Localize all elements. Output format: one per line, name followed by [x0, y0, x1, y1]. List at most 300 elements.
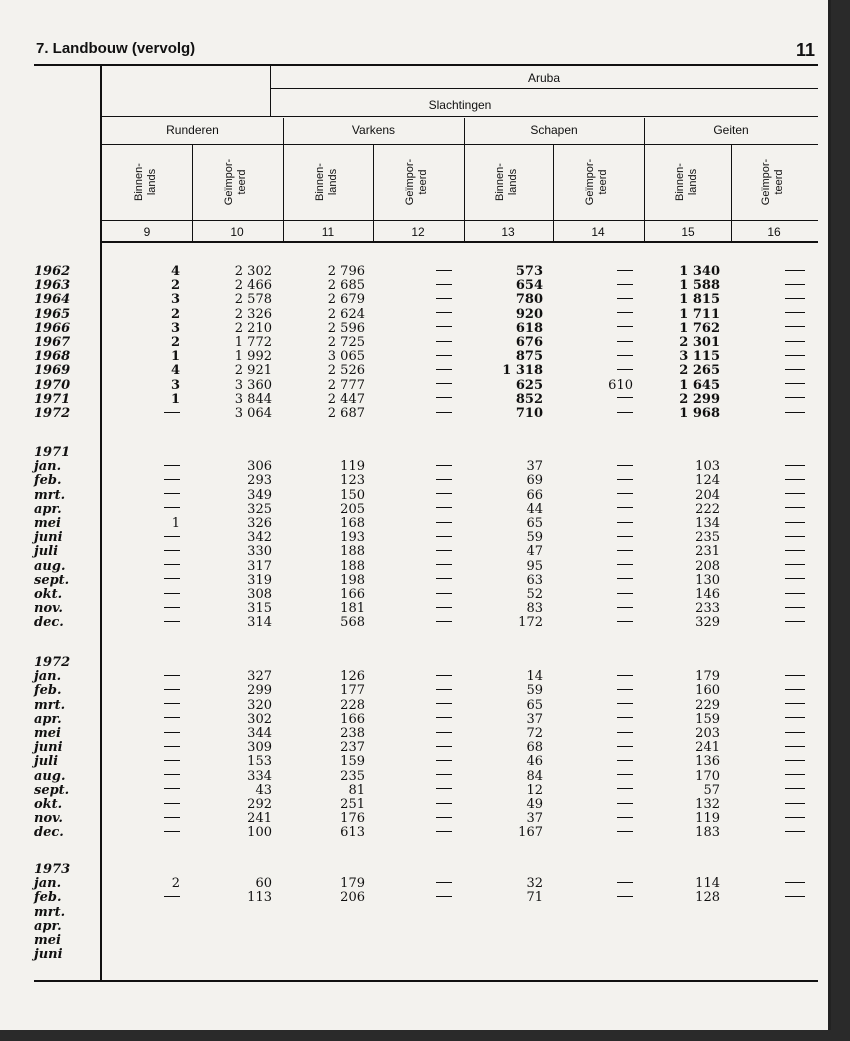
- subheader-col-15: Binnen- lands: [674, 163, 699, 201]
- table-cell: [617, 713, 633, 727]
- dash-mark: [617, 621, 633, 622]
- column-number: 9: [143, 225, 151, 239]
- dash-mark: [785, 607, 805, 608]
- table-cell: 37: [526, 711, 543, 727]
- table-cell: 66: [526, 487, 543, 503]
- region-underline: [270, 88, 818, 89]
- dash-mark: [617, 507, 633, 508]
- table-cell: 325: [247, 501, 272, 517]
- table-cell: 43: [255, 782, 272, 798]
- dash-mark: [164, 689, 180, 690]
- dash-mark: [164, 564, 180, 565]
- dash-mark: [617, 732, 633, 733]
- table-cell: [164, 699, 180, 713]
- table-cell: 177: [340, 683, 365, 699]
- table-cell: 3 115: [679, 349, 720, 365]
- table-cell: 625: [515, 377, 543, 393]
- table-cell: 113: [247, 890, 272, 906]
- table-cell: [164, 770, 180, 784]
- table-cell: [436, 460, 452, 474]
- table-cell: 1 968: [679, 406, 720, 421]
- dash-mark: [164, 621, 180, 622]
- table-cell: 176: [340, 811, 365, 827]
- table-cell: [785, 784, 805, 798]
- table-cell: 1 711: [679, 306, 720, 322]
- table-cell: [785, 265, 805, 279]
- table-cell: 228: [340, 697, 365, 713]
- dash-mark: [785, 298, 805, 299]
- table-cell: 344: [247, 726, 272, 741]
- table-cell: 52: [526, 587, 543, 602]
- table-cell: [436, 379, 452, 393]
- table-cell: 37: [526, 811, 543, 827]
- dash-mark: [617, 675, 633, 676]
- table-cell: [164, 574, 180, 588]
- block-year-label: 1972: [34, 655, 71, 670]
- row-label: jan.: [34, 459, 62, 475]
- table-cell: 153: [247, 754, 272, 770]
- table-cell: 3 844: [234, 391, 272, 407]
- column-number: 11: [321, 225, 335, 239]
- dash-mark: [785, 788, 805, 789]
- dash-mark: [164, 896, 180, 897]
- dash-mark: [785, 493, 805, 494]
- dash-mark: [617, 578, 633, 579]
- row-label: mrt.: [34, 487, 66, 503]
- table-cell: [617, 798, 633, 812]
- vline-sub-4: [731, 144, 732, 242]
- dash-mark: [436, 896, 452, 897]
- table-cell: 3: [170, 320, 180, 336]
- table-cell: [785, 812, 805, 826]
- top-rule: [34, 64, 818, 66]
- row-label: 1964: [34, 292, 71, 308]
- table-cell: [164, 602, 180, 616]
- table-cell: 920: [515, 306, 543, 322]
- dash-mark: [785, 817, 805, 818]
- table-cell: 330: [247, 544, 272, 560]
- dash-mark: [785, 578, 805, 579]
- table-cell: 308: [247, 587, 272, 602]
- table-cell: [617, 336, 633, 350]
- table-cell: [617, 670, 633, 684]
- row-label: feb.: [34, 473, 62, 489]
- dash-mark: [785, 355, 805, 356]
- table-cell: [164, 798, 180, 812]
- table-cell: 2: [170, 278, 180, 294]
- dash-mark: [436, 564, 452, 565]
- dash-mark: [436, 507, 452, 508]
- table-cell: [164, 489, 180, 503]
- table-cell: [436, 741, 452, 755]
- dash-mark: [785, 675, 805, 676]
- dash-mark: [436, 774, 452, 775]
- dash-mark: [785, 760, 805, 761]
- table-cell: 2 466: [234, 278, 272, 294]
- table-cell: 208: [695, 558, 720, 574]
- table-cell: [164, 460, 180, 474]
- column-number: 16: [767, 225, 781, 239]
- table-cell: 2 210: [234, 320, 272, 336]
- table-cell: 14: [526, 669, 543, 685]
- table-cell: [436, 670, 452, 684]
- table-cell: [785, 407, 805, 421]
- dash-mark: [436, 675, 452, 676]
- row-label: sept.: [34, 572, 70, 588]
- table-cell: 1 992: [234, 349, 272, 365]
- table-cell: 2 596: [327, 320, 365, 336]
- table-cell: [785, 602, 805, 616]
- table-cell: 309: [247, 740, 272, 756]
- table-cell: 12: [526, 782, 543, 798]
- table-cell: 69: [526, 473, 543, 489]
- table-cell: 2 578: [234, 292, 272, 308]
- subtitle-underline: [102, 116, 818, 117]
- table-cell: 57: [703, 782, 720, 798]
- table-cell: 159: [340, 754, 365, 770]
- row-label: jan.: [34, 669, 62, 685]
- table-cell: 130: [695, 572, 720, 588]
- table-cell: 349: [247, 487, 272, 503]
- table-cell: [617, 891, 633, 905]
- dash-mark: [436, 831, 452, 832]
- table-cell: 710: [515, 406, 543, 421]
- table-cell: [436, 560, 452, 574]
- row-label: dec.: [34, 615, 64, 631]
- table-cell: [436, 308, 452, 322]
- table-cell: 2 299: [679, 391, 720, 407]
- row-label: mrt.: [34, 697, 66, 713]
- table-cell: [785, 308, 805, 322]
- dash-mark: [785, 536, 805, 537]
- table-cell: [436, 407, 452, 421]
- table-cell: 222: [695, 501, 720, 517]
- table-cell: [785, 379, 805, 393]
- table-cell: [617, 877, 633, 891]
- table-cell: [164, 826, 180, 840]
- row-label: okt.: [34, 587, 63, 602]
- table-cell: 68: [526, 740, 543, 756]
- table-cell: 183: [695, 825, 720, 841]
- table-cell: 3 065: [327, 349, 365, 365]
- table-cell: 613: [340, 825, 365, 841]
- table-cell: [785, 826, 805, 840]
- table-cell: [785, 350, 805, 364]
- table-cell: 59: [526, 530, 543, 546]
- dash-mark: [436, 341, 452, 342]
- dash-mark: [164, 760, 180, 761]
- table-cell: 342: [247, 530, 272, 546]
- dash-mark: [436, 607, 452, 608]
- table-cell: [164, 616, 180, 630]
- table-cell: 293: [247, 473, 272, 489]
- table-cell: [436, 602, 452, 616]
- dash-mark: [785, 383, 805, 384]
- dash-mark: [785, 831, 805, 832]
- dash-mark: [785, 717, 805, 718]
- table-cell: [785, 574, 805, 588]
- dash-mark: [436, 621, 452, 622]
- table-cell: 2 302: [234, 264, 272, 279]
- table-cell: [617, 545, 633, 559]
- dash-mark: [617, 774, 633, 775]
- dash-mark: [785, 882, 805, 883]
- table-cell: [617, 293, 633, 307]
- table-cell: [436, 336, 452, 350]
- table-cell: 319: [247, 572, 272, 588]
- table-cell: [164, 812, 180, 826]
- table-cell: [436, 350, 452, 364]
- dash-mark: [617, 564, 633, 565]
- dash-mark: [164, 593, 180, 594]
- row-label: sept.: [34, 782, 70, 798]
- dash-mark: [617, 831, 633, 832]
- subheader-col-16: Geïmpor- teerd: [760, 158, 785, 206]
- table-cell: 235: [340, 768, 365, 784]
- table-cell: [164, 741, 180, 755]
- table-cell: 81: [348, 782, 365, 798]
- table-cell: [785, 755, 805, 769]
- table-cell: [785, 531, 805, 545]
- dash-mark: [436, 788, 452, 789]
- table-cell: 610: [608, 377, 633, 393]
- dash-mark: [785, 270, 805, 271]
- row-label: aug.: [34, 768, 66, 784]
- group-varkens: Varkens: [351, 123, 396, 137]
- table-cell: [436, 826, 452, 840]
- table-cell: [785, 293, 805, 307]
- table-cell: [785, 393, 805, 407]
- table-cell: 1 772: [234, 335, 272, 350]
- table-cell: 166: [340, 587, 365, 602]
- table-cell: 181: [340, 601, 365, 617]
- dash-mark: [436, 732, 452, 733]
- table-cell: [436, 545, 452, 559]
- table-cell: [785, 503, 805, 517]
- table-cell: [617, 826, 633, 840]
- row-label: feb.: [34, 890, 62, 906]
- table-cell: 150: [340, 487, 365, 503]
- table-cell: 179: [340, 876, 365, 892]
- table-cell: [436, 322, 452, 336]
- region-label: Aruba: [527, 71, 561, 85]
- table-cell: [617, 308, 633, 322]
- table-cell: [617, 474, 633, 488]
- table-cell: 198: [340, 572, 365, 588]
- dash-mark: [164, 493, 180, 494]
- dash-mark: [164, 803, 180, 804]
- row-label: apr.: [34, 711, 62, 727]
- table-cell: [164, 684, 180, 698]
- row-label: juli: [34, 544, 59, 560]
- dash-mark: [617, 522, 633, 523]
- table-cell: [617, 699, 633, 713]
- table-cell: 676: [515, 335, 543, 350]
- vline-sub-3: [553, 144, 554, 242]
- column-number: 10: [230, 225, 244, 239]
- row-label: apr.: [34, 501, 62, 517]
- dash-mark: [617, 689, 633, 690]
- dash-mark: [436, 326, 452, 327]
- dash-mark: [164, 479, 180, 480]
- table-cell: 315: [247, 601, 272, 617]
- table-cell: [164, 755, 180, 769]
- row-label: mei: [34, 516, 61, 531]
- dash-mark: [436, 312, 452, 313]
- table-cell: 320: [247, 697, 272, 713]
- table-cell: 2 725: [327, 335, 365, 350]
- table-cell: 780: [515, 292, 543, 308]
- dash-mark: [785, 312, 805, 313]
- table-cell: 103: [695, 459, 720, 475]
- table-cell: [785, 364, 805, 378]
- dash-mark: [436, 270, 452, 271]
- subheader-col-13: Binnen- lands: [494, 163, 519, 201]
- dash-mark: [436, 355, 452, 356]
- table-cell: 229: [695, 697, 720, 713]
- table-cell: [617, 560, 633, 574]
- dash-mark: [785, 284, 805, 285]
- table-cell: [617, 503, 633, 517]
- table-cell: [785, 588, 805, 602]
- row-label: 1972: [34, 406, 71, 421]
- table-cell: 306: [247, 459, 272, 475]
- column-number: 15: [681, 225, 695, 239]
- dash-mark: [785, 397, 805, 398]
- row-label: mei: [34, 933, 61, 948]
- bottom-rule: [34, 980, 818, 982]
- table-cell: [436, 489, 452, 503]
- dash-mark: [436, 383, 452, 384]
- dash-mark: [164, 465, 180, 466]
- dash-mark: [785, 703, 805, 704]
- dash-mark: [785, 746, 805, 747]
- table-cell: [436, 755, 452, 769]
- table-cell: 231: [695, 544, 720, 560]
- table-cell: [617, 279, 633, 293]
- table-cell: 203: [695, 726, 720, 741]
- table-cell: 237: [340, 740, 365, 756]
- row-label: nov.: [34, 601, 63, 617]
- dash-mark: [164, 578, 180, 579]
- dash-mark: [436, 717, 452, 718]
- table-cell: [785, 489, 805, 503]
- table-cell: 37: [526, 459, 543, 475]
- table-cell: [436, 877, 452, 891]
- row-label: 1965: [34, 306, 71, 322]
- table-cell: 128: [695, 890, 720, 906]
- dash-mark: [436, 689, 452, 690]
- vline-sub-1: [192, 144, 193, 242]
- dash-mark: [617, 607, 633, 608]
- colnum-underline: [102, 241, 818, 243]
- table-cell: 2 624: [327, 306, 365, 322]
- table-cell: [617, 616, 633, 630]
- table-cell: 160: [695, 683, 720, 699]
- row-label: mrt.: [34, 904, 66, 920]
- table-cell: 193: [340, 530, 365, 546]
- table-cell: [785, 560, 805, 574]
- dash-mark: [785, 326, 805, 327]
- table-cell: 100: [247, 825, 272, 841]
- dash-mark: [436, 578, 452, 579]
- table-cell: 146: [695, 587, 720, 602]
- table-cell: 241: [247, 811, 272, 827]
- table-cell: 2: [170, 335, 180, 350]
- table-cell: 233: [695, 601, 720, 617]
- table-cell: 166: [340, 711, 365, 727]
- dash-mark: [785, 689, 805, 690]
- table-cell: 4: [170, 363, 180, 379]
- table-cell: [436, 798, 452, 812]
- table-cell: [436, 616, 452, 630]
- dash-mark: [436, 465, 452, 466]
- row-label: juli: [34, 754, 59, 770]
- table-cell: 71: [526, 890, 543, 906]
- table-cell: 44: [526, 501, 543, 517]
- group-runderen: Runderen: [166, 123, 219, 137]
- row-label: dec.: [34, 825, 64, 841]
- table-cell: [436, 784, 452, 798]
- table-cell: [785, 877, 805, 891]
- table-cell: 327: [247, 669, 272, 685]
- table-cell: 3: [170, 292, 180, 308]
- dash-mark: [436, 703, 452, 704]
- table-cell: [785, 517, 805, 531]
- dash-mark: [785, 412, 805, 413]
- table-cell: [436, 265, 452, 279]
- dash-mark: [617, 896, 633, 897]
- dash-mark: [617, 326, 633, 327]
- table-cell: [164, 588, 180, 602]
- dash-mark: [436, 522, 452, 523]
- dash-mark: [617, 882, 633, 883]
- table-cell: [617, 602, 633, 616]
- row-label: juni: [34, 947, 63, 963]
- table-cell: 159: [695, 711, 720, 727]
- page-number: 11: [796, 40, 816, 60]
- table-cell: 60: [255, 876, 272, 892]
- table-cell: 2 777: [327, 377, 365, 393]
- row-label: nov.: [34, 811, 63, 827]
- table-cell: [785, 545, 805, 559]
- table-cell: 168: [340, 516, 365, 531]
- table-cell: [785, 891, 805, 905]
- group-geiten: Geiten: [713, 123, 749, 137]
- dash-mark: [617, 397, 633, 398]
- dash-mark: [617, 479, 633, 480]
- table-cell: [164, 474, 180, 488]
- dash-mark: [785, 465, 805, 466]
- dash-mark: [785, 507, 805, 508]
- table-cell: 119: [340, 459, 365, 475]
- table-cell: 235: [695, 530, 720, 546]
- table-cell: 314: [247, 615, 272, 631]
- table-cell: [785, 279, 805, 293]
- column-number: 12: [411, 225, 425, 239]
- table-cell: 1 318: [502, 363, 543, 379]
- table-cell: 329: [695, 615, 720, 631]
- table-cell: [436, 531, 452, 545]
- table-cell: [785, 798, 805, 812]
- dash-mark: [617, 412, 633, 413]
- subtitle-label: Slachtingen: [428, 98, 492, 112]
- table-cell: 170: [695, 768, 720, 784]
- table-cell: 72: [526, 726, 543, 741]
- block-year-label: 1973: [34, 862, 71, 877]
- table-cell: 205: [340, 501, 365, 517]
- dash-mark: [436, 479, 452, 480]
